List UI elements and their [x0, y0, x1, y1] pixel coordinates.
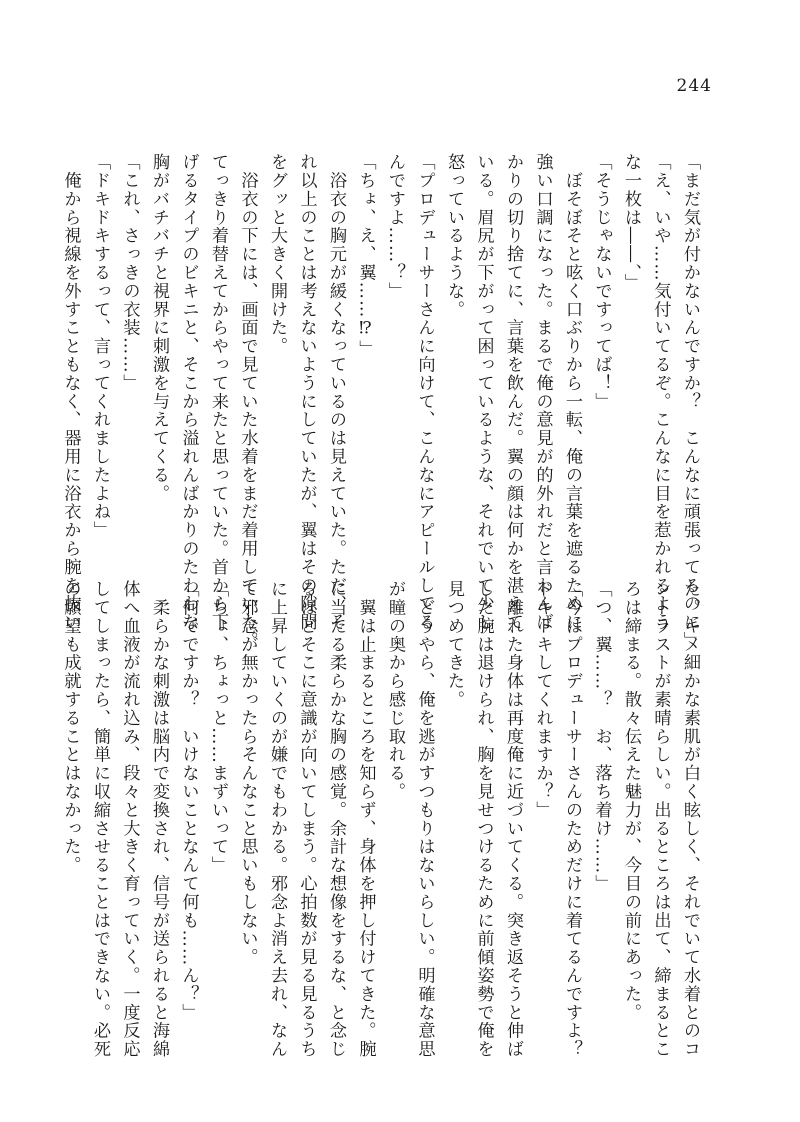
text-line: どうやら、俺を逃がすつもりはないらしい。明確な意思 — [414, 580, 435, 1059]
text-line: ろは締まる。散々伝えた魅力が、今目の前にあった。 — [621, 580, 641, 1022]
text-line: が瞳の奥から感じ取れる。 — [385, 580, 405, 801]
lower-text-block — [60, 580, 704, 1059]
text-line: した腕は退けられ、胸を見せつけるために前傾姿勢で俺を — [473, 580, 494, 1059]
text-line: 「え、いや……気付いてるぞ。こんなに目を惹かれるよう — [650, 153, 671, 632]
text-line: 俺から視線を外すこともなく、器用に浴衣から腕を抜い — [60, 153, 81, 632]
text-line: 「何でですか？ いけないことなんて何も……ん？」 — [178, 580, 199, 1022]
text-line: 体へ血液が流れ込み、段々と大きく育っていく。一度反応 — [119, 580, 140, 1059]
text-line: てっきり着替えてからやって来たと思っていた。首から下 — [208, 153, 228, 632]
text-line: 見つめてきた。 — [444, 580, 464, 709]
text-line: るほどそこに意識が向いてしまう。心拍数が見る見るうち — [296, 580, 317, 1059]
text-line: 柔らかな刺激は脳内で変換され、信号が送られると海綿 — [149, 580, 169, 1059]
text-line: をグッと大きく開けた。 — [267, 153, 287, 356]
text-line: かりの切り捨てに、言葉を飲んだ。翼の顔は何かを湛えて — [503, 153, 523, 632]
text-line: ントラストが素晴らしい。出るところは出て、締まるとこ — [650, 580, 671, 1059]
text-line: 「これ、さっきの衣装……」 — [119, 153, 140, 393]
text-line: れ以上のことは考えないようにしていたが、翼はその隙間 — [296, 153, 317, 632]
text-line: 「ドキドキするって、言ってくれましたよね」 — [90, 153, 110, 540]
text-line: 「そうじゃないですってば！」 — [591, 153, 612, 411]
text-line: に当たる柔らかな胸の感覚。余計な想像をするな、と念じ — [326, 580, 346, 1059]
text-line: 「まだ気が付かないんですか？ こんなに頑張ってるのに」 — [680, 153, 700, 650]
text-line: な一枚は――、」 — [621, 153, 641, 292]
text-line: 強い口調になった。まるで俺の意見が的外れだと言わんば — [532, 153, 553, 632]
text-line: 「つ、翼……？ お、落ち着け……」 — [591, 580, 612, 893]
text-line: 翼は止まるところを知らず、身体を押し付けてきた。腕 — [355, 580, 376, 1059]
text-line: 「今はプロデューサーさんのためだけに着てるんですよ？ — [562, 580, 582, 1059]
text-line: て邪念が無かったらそんなこと思いもしない。 — [237, 580, 258, 967]
text-line: げるタイプのビキニと、そこから溢れんばかりのたわわな — [178, 153, 199, 632]
text-line: してしまったら、簡単に収縮させることはできない。必死 — [90, 580, 110, 1059]
text-line: 「プロデューサーさんに向けて、こんなにアピールしてる — [414, 153, 435, 632]
text-line: 「ちょ、え、翼……⁉」 — [355, 153, 376, 359]
text-line: の願望も成就することはなかった。 — [60, 580, 81, 875]
text-line: ぼそぼそと呟く口ぶりから一転、俺の言葉を遮るために — [562, 153, 582, 632]
text-line: に上昇していくのが嫌でもわかる。邪念よ消え去れ、なん — [267, 580, 287, 1059]
text-line: 怒っているような。 — [444, 153, 464, 319]
text-line: 「ちょ、ちょっと……まずいって」 — [208, 580, 228, 875]
page-number: 244 — [676, 76, 712, 96]
text-line: んですよ……？」 — [385, 153, 405, 301]
text-line: 浴衣の下には、画面で見ていた水着をまだ着用していた。 — [237, 153, 258, 650]
text-line: 離れた身体は再度俺に近づいてくる。突き返そうと伸ば — [503, 580, 523, 1059]
text-line: いる。眉尻が下がって困っているような、それでいて少し — [473, 153, 494, 632]
text-line: た。キメ細かな素肌が白く眩しく、それでいて水着とのコ — [680, 580, 700, 1059]
text-line: ドキドキしてくれますか？」 — [532, 580, 553, 820]
text-line: 胸がバチバチと視界に刺激を与えてくる。 — [149, 153, 169, 503]
text-line: 浴衣の胸元が緩くなっているのは見えていた。ただ、そ — [326, 153, 346, 632]
